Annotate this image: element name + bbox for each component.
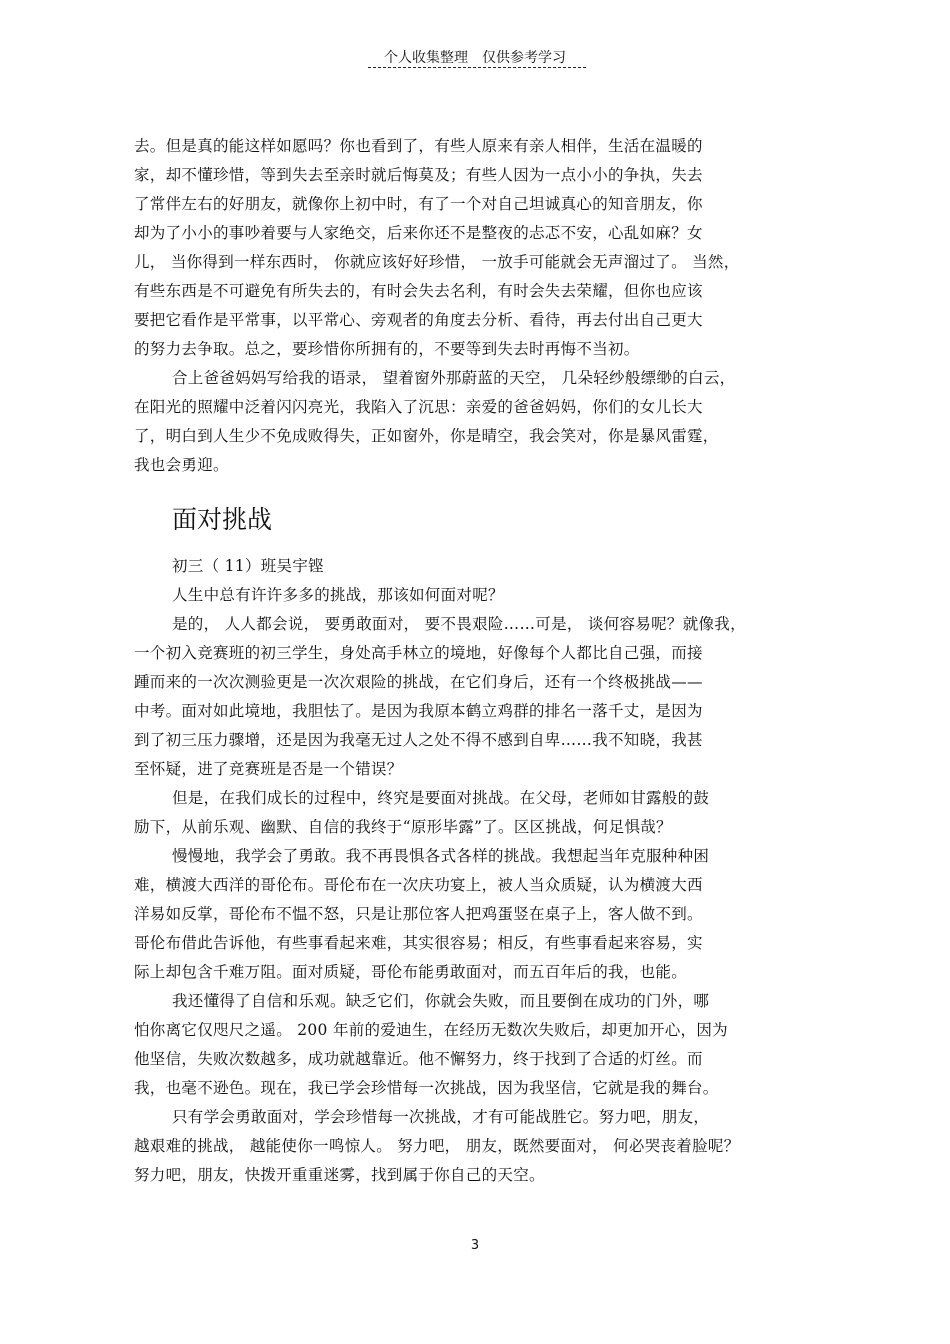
page-number: 3 (470, 1238, 480, 1253)
essay-paragraph (134, 842, 834, 987)
text-line: 他坚信，失败次数越多，成功就越靠近。他不懈努力，终于找到了合适的灯丝。而 (134, 1050, 703, 1068)
document-body (134, 132, 834, 1190)
text-line: 一个初入竞赛班的初三学生，身处高手林立的境地，好像每个人都比自己强，而接 (134, 644, 703, 662)
text-line: 洋易如反掌，哥伦布不愠不怒，只是让那位客人把鸡蛋竖在桌子上，客人做不到。 (134, 905, 703, 923)
text-line: 至怀疑，进了竞赛班是否是一个错误？ (134, 760, 403, 778)
page-header: 个人收集整理 仅供参考学习 (384, 50, 566, 66)
header-divider (368, 67, 586, 68)
text-line: 去。但是真的能这样如愿吗？你也看到了，有些人原来有亲人相伴，生活在温暖的 (134, 137, 703, 155)
text-line: 了，明白到人生少不免成败得失，正如窗外，你是晴空，我会笑对，你是暴风雷霆， (134, 427, 719, 445)
essay-paragraph (134, 1103, 834, 1190)
essay-paragraph (134, 987, 834, 1103)
closing-paragraph (134, 364, 834, 480)
essay-title: 面对挑战 (172, 505, 273, 534)
text-line: 人生中总有许许多多的挑战，那该如何面对呢？ (172, 586, 504, 604)
text-line: 儿， 当你得到一样东西时， 你就应该好好珍惜， 一放手可能就会无声溜过了。 当然， (134, 253, 740, 271)
text-line: 合上爸爸妈妈写给我的语录， 望着窗外那蔚蓝的天空， 几朵轻纱般缥缈的白云， (172, 369, 736, 387)
text-line: 难，横渡大西洋的哥伦布。哥伦布在一次庆功宴上，被人当众质疑，认为横渡大西 (134, 876, 703, 894)
text-line: 到了初三压力骤增，还是因为我毫无过人之处不得不感到自卑……我不知晓，我甚 (134, 731, 703, 749)
text-line: 哥伦布借此告诉他，有些事看起来难，其实很容易；相反，有些事看起来容易，实 (134, 934, 703, 952)
text-line: 我也会勇迎。 (134, 456, 229, 474)
essay-paragraph (134, 610, 834, 784)
text-line: 只有学会勇敢面对，学会珍惜每一次挑战，才有可能战胜它。努力吧，朋友， (172, 1108, 710, 1126)
text-line: 我，也毫不逊色。现在，我已学会珍惜每一次挑战，因为我坚信，它就是我的舞台。 (134, 1079, 719, 1097)
text-line: 的努力去争取。总之，要珍惜你所拥有的，不要等到失去时再悔不当初。 (134, 340, 640, 358)
text-line: 了常伴左右的好朋友，就像你上初中时，有了一个对自己坦诚真心的知音朋友，你 (134, 195, 703, 213)
text-line: 际上却包含千难万阻。面对质疑，哥伦布能勇敢面对，而五百年后的我，也能。 (134, 963, 688, 981)
text-line: 踵而来的一次次测验更是一次次艰险的挑战，在它们身后，还有一个终极挑战—— (134, 673, 703, 691)
text-line: 励下，从前乐观、幽默、自信的我终于“原形毕露”了。区区挑战，何足惧哉？ (134, 818, 672, 836)
text-line: 却为了小小的事吵着要与人家绝交，后来你还不是整夜的忐忑不安，心乱如麻？女 (134, 224, 703, 242)
text-line: 要把它看作是平常事，以平常心、旁观者的角度去分析、看待，再去付出自己更大 (134, 311, 703, 329)
text-line: 我还懂得了自信和乐观。缺乏它们，你就会失败，而且要倒在成功的门外，哪 (172, 992, 710, 1010)
text-line: 中考。面对如此境地，我胆怯了。是因为我原本鹤立鸡群的排名一落千丈，是因为 (134, 702, 703, 720)
continued-paragraph (134, 132, 834, 364)
text-line: 努力吧，朋友，快拨开重重迷雾，找到属于你自己的天空。 (134, 1166, 545, 1184)
text-line: 怕你离它仅咫尺之遥。 200 年前的爱迪生，在经历无数次失败后，却更加开心，因为 (134, 1021, 728, 1039)
text-line: 有些东西是不可避免有所失去的，有时会失去名利，有时会失去荣耀，但你也应该 (134, 282, 703, 300)
text-line: 越艰难的挑战， 越能使你一鸣惊人。 努力吧， 朋友，既然要面对， 何必哭丧着脸呢？ (134, 1137, 740, 1155)
text-line: 是的， 人人都会说， 要勇敢面对， 要不畏艰险……可是， 谈何容易呢？就像我， (172, 615, 746, 633)
text-line: 慢慢地，我学会了勇敢。我不再畏惧各式各样的挑战。我想起当年克服种种困 (172, 847, 710, 865)
essay-author: 初三（ 11）班吴宇铿 (172, 557, 324, 575)
essay-paragraph (134, 581, 834, 610)
text-line: 但是，在我们成长的过程中，终究是要面对挑战。在父母，老师如甘露般的鼓 (172, 789, 710, 807)
text-line: 家，却不懂珍惜，等到失去至亲时就后悔莫及；有些人因为一点小小的争执，失去 (134, 166, 703, 184)
essay-paragraph (134, 784, 834, 842)
text-line: 在阳光的照耀中泛着闪闪亮光，我陷入了沉思：亲爱的爸爸妈妈，你们的女儿长大 (134, 398, 703, 416)
